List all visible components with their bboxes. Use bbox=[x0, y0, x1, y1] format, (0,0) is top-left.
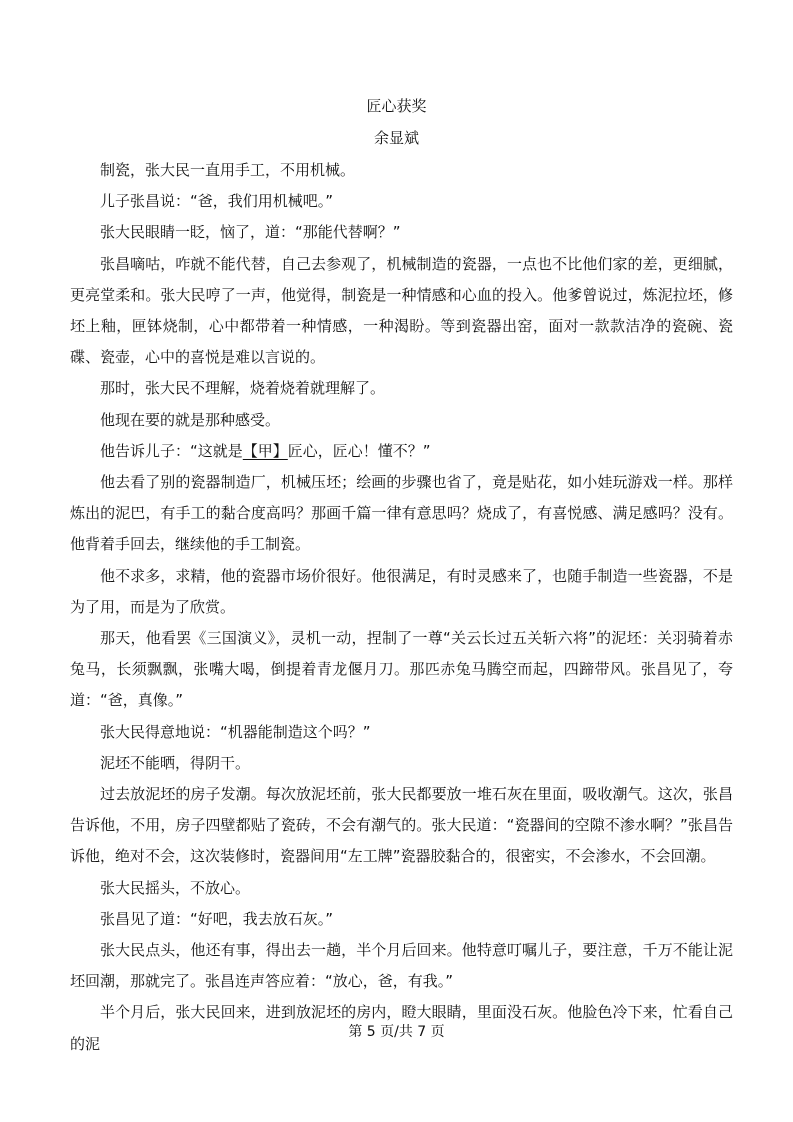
paragraph: 制瓷，张大民一直用手工，不用机械。 bbox=[100, 161, 356, 179]
paragraph: 半个月后，张大民回来，进到放泥坯的房内，瞪大眼睛，里面没石灰。他脸色冷下来，忙看自己的泥 bbox=[70, 1003, 733, 1053]
paragraph: 他去看了别的瓷器制造厂，机械压坯；绘画的步骤也省了，竟是贴花，如小娃玩游戏一样。那样炼出的泥巴，有手工的黏合度高吗？那画千篇一律有意思吗？烧成了，有喜悦感、满足感吗？没有。他背着手回去，继续他的手工制瓷。 bbox=[70, 473, 733, 554]
paragraph: 泥坯不能晒，得阴干。 bbox=[100, 753, 251, 772]
paragraph: 过去放泥坯的房子发潮。每次放泥坯前，张大民都要放一堆石灰在里面，吸收潮气。这次，张昌告诉他，不用，房子四壁都贴了瓷砖，不会有潮气的。张大民道：“瓷器间的空隙不渗水啊？”张昌告诉他，绝对不会，这次装修时，瓷器间用“左工牌”瓷器胶黏合的，很密实，不会渗水，不会回潮。 bbox=[70, 785, 733, 866]
paragraph: 张昌见了道：“好吧，我去放石灰。” bbox=[100, 909, 334, 928]
paragraph: 张大民摇头，不放心。 bbox=[100, 878, 251, 897]
article-body bbox=[70, 155, 733, 1060]
article-title: 匠心获奖 bbox=[366, 97, 427, 115]
paragraph: 他现在要的就是那种感受。 bbox=[100, 410, 281, 429]
blank-marker-jia: 【甲】 bbox=[242, 441, 288, 460]
paragraph: 那时，张大民不理解，烧着烧着就理解了。 bbox=[100, 379, 386, 398]
paragraph-with-blank bbox=[70, 436, 733, 467]
article-author: 余显斌 bbox=[373, 129, 419, 147]
page-number-footer: 第 5 页/共 7 页 bbox=[348, 1024, 445, 1040]
paragraph: 张大民得意地说：“机器能制造这个吗？” bbox=[100, 722, 371, 741]
paragraph-text: 他告诉儿子：“这就是 bbox=[100, 441, 243, 460]
paragraph: 张大民点头，他还有事，得出去一趟，半个月后回来。他特意叮嘱儿子，要注意，千万不能让泥坯回潮，那就完了。张昌连声答应着：“放心，爸，有我。” bbox=[70, 941, 733, 991]
paragraph: 张昌嘀咕，咋就不能代替，自己去参观了，机械制造的瓷器，一点也不比他们家的差，更细腻，更亮堂柔和。张大民哼了一声，他觉得，制瓷是一种情感和心血的投入。他爹曾说过，炼泥拉坯，修坯上釉，匣钵烧制，心中都带着一种情感，一种渴盼。等到瓷器出窑，面对一款款洁净的瓷碗、瓷碟、瓷壶，心中的喜悦是难以言说的。 bbox=[70, 254, 733, 367]
paragraph: 儿子张昌说：“爸，我们用机械吧。” bbox=[100, 192, 334, 211]
paragraph-text: 匠心，匠心！懂不？” bbox=[287, 441, 431, 460]
paragraph: 张大民眼睛一眨，恼了，道：“那能代替啊？” bbox=[100, 223, 401, 242]
paragraph: 他不求多，求精，他的瓷器市场价很好。他很满足，有时灵感来了，也随手制造一些瓷器，不是为了用，而是为了欣赏。 bbox=[70, 566, 733, 616]
paragraph: 那天，他看罢《三国演义》，灵机一动，捏制了一尊“关云长过五关斩六将”的泥坯：关羽骑着赤兔马，长须飘飘，张嘴大喝，倒提着青龙偃月刀。那匹赤兔马腾空而起，四蹄带风。张昌见了，夸道：“爸，真像。” bbox=[70, 629, 733, 710]
